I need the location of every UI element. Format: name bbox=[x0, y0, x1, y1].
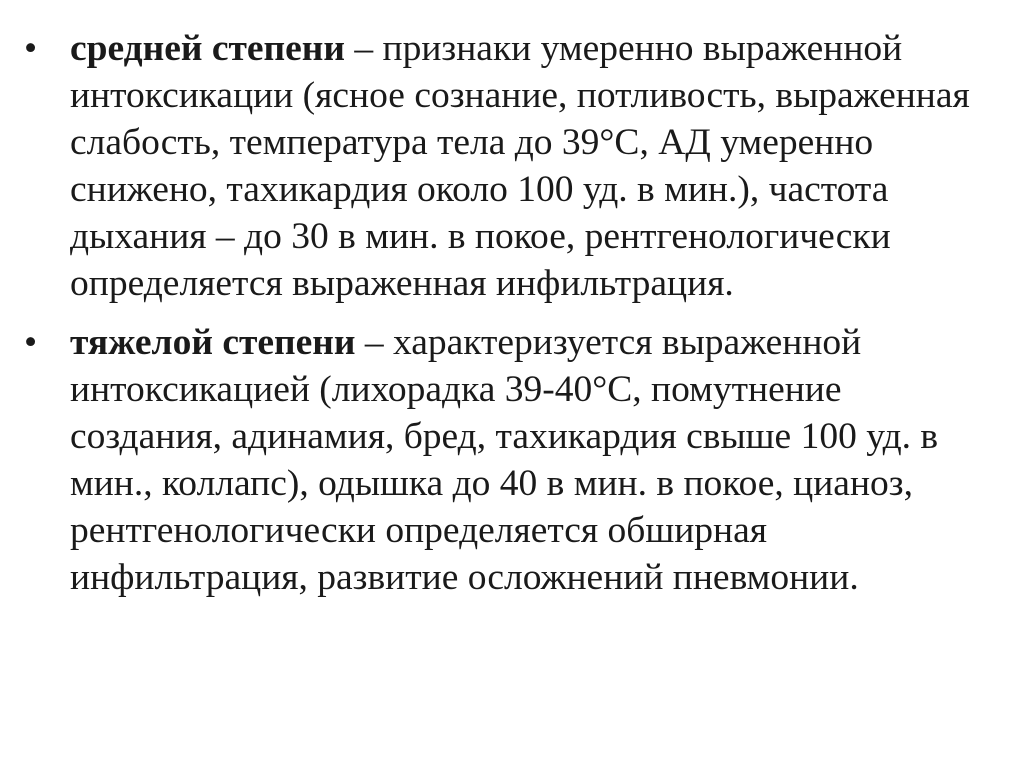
bullet-item-severe bbox=[24, 319, 999, 601]
bullet-term: средней степени bbox=[70, 28, 346, 69]
bullet-item-moderate bbox=[24, 25, 999, 307]
bullet-text: – характеризуется выраженной интоксикацией (лихорадка 39-40°С, помутнение создания, адинамия, бред, тахикардия свыше 100 уд. в мин., коллапс), одышка до 40 в мин. в покое, цианоз, рентгенологически определяется обширная инфильтрация, развитие осложнений пневмонии. bbox=[70, 322, 939, 598]
bullet-text: – признаки умеренно выраженной интоксикации (ясное сознание, потливость, выраженная слабость, температура тела до 39°С, АД умеренно снижено, тахикардия около 100 уд. в мин.), частота дыхания – до 30 в мин. в покое, рентгенологически определяется выраженная инфильтрация. bbox=[70, 28, 970, 304]
bullet-list bbox=[24, 25, 999, 613]
bullet-icon: • bbox=[24, 28, 38, 69]
bullet-term: тяжелой степени bbox=[70, 322, 356, 363]
bullet-icon: • bbox=[24, 322, 38, 363]
